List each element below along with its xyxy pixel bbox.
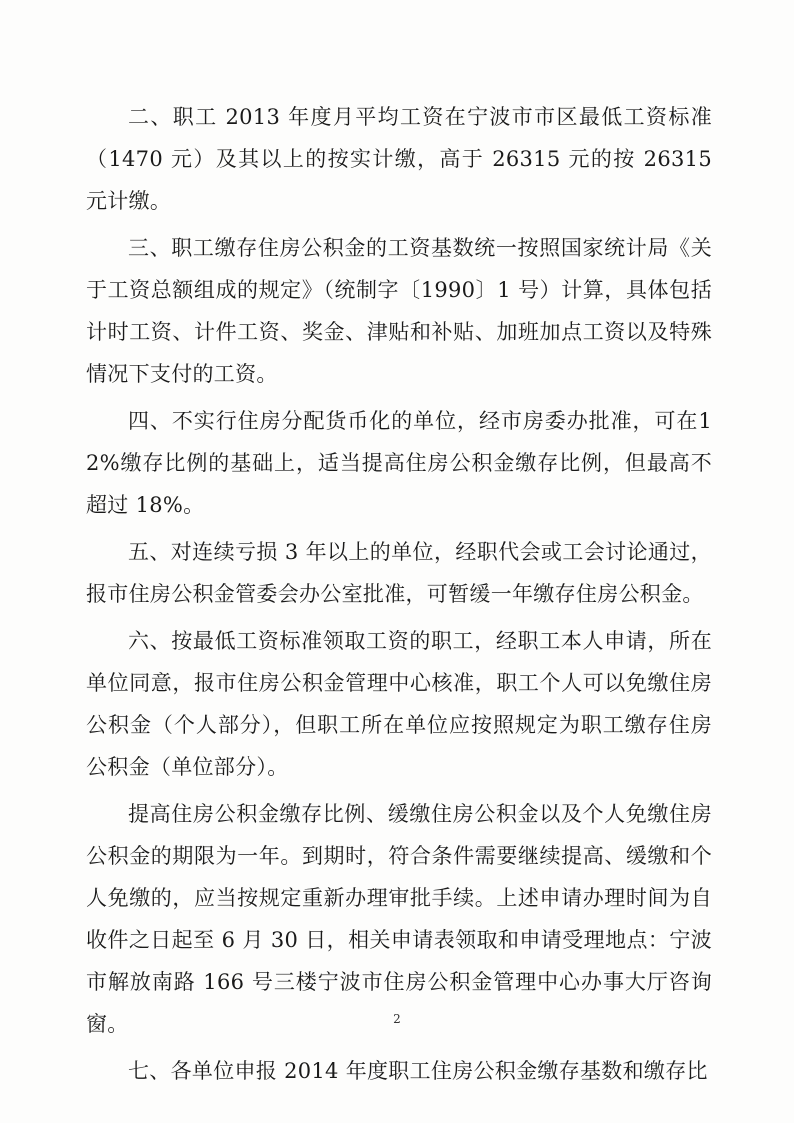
- paragraph-item-3: 三、职工缴存住房公积金的工资基数统一按照国家统计局《关于工资总额组成的规定》（统制字〔1990〕1 号）计算，具体包括计时工资、计件工资、奖金、津贴和补贴、加班加点工资以及特殊情况下支付的工资。: [86, 236, 712, 386]
- paragraph-item-5: 五、对连续亏损 3 年以上的单位，经职代会或工会讨论通过，报市住房公积金管委会办公室批准，可暂缓一年缴存住房公积金。: [86, 540, 712, 606]
- paragraph-item-4: 四、不实行住房分配货币化的单位，经市房委办批准，可在12%缴存比例的基础上，适当提高住房公积金缴存比例，但最高不超过 18%。: [86, 409, 712, 517]
- paragraph-item-2: 二、职工 2013 年度月平均工资在宁波市市区最低工资标准（1470 元）及其以上的按实计缴，高于 26315 元的按 26315 元计缴。: [86, 105, 712, 213]
- page-number: 2: [393, 1012, 401, 1026]
- document-body: [86, 96, 712, 1095]
- paragraph-item-7: 七、各单位申报 2014 年度职工住房公积金缴存基数和缴存比: [128, 1059, 708, 1083]
- paragraph-item-6: 六、按最低工资标准领取工资的职工，经职工本人申请，所在单位同意，报市住房公积金管理中心核准，职工个人可以免缴住房公积金（个人部分），但职工所在单位应按照规定为职工缴存住房公积金（单位部分）。: [86, 629, 712, 779]
- paragraph-application-note: 提高住房公积金缴存比例、缓缴住房公积金以及个人免缴住房公积金的期限为一年。到期时，符合条件需要继续提高、缓缴和个人免缴的，应当按规定重新办理审批手续。上述申请办理时间为自收件之日起至 6 月 30 日，相关申请表领取和申请受理地点：宁波市解放南路 166 号三楼宁波市住房公积金管理中心办事大厅咨询窗。: [86, 802, 712, 1036]
